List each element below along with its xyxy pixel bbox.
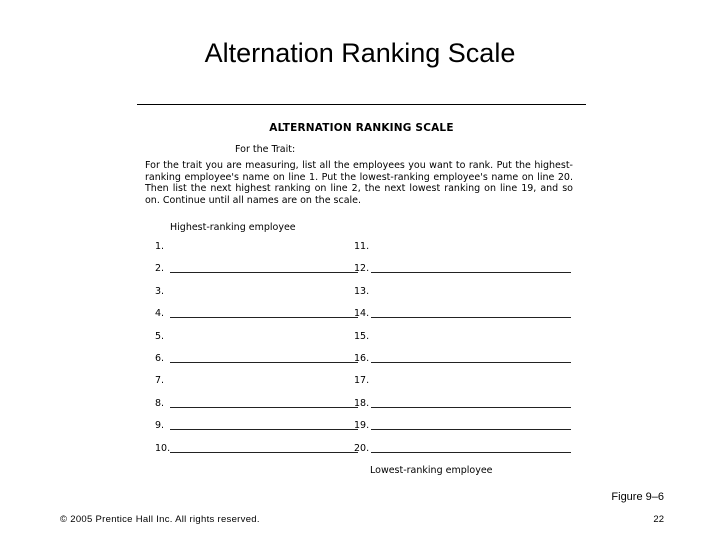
- line-number: 6.: [155, 353, 165, 364]
- line-number: 17.: [354, 375, 370, 387]
- ranking-line-right: [354, 240, 584, 252]
- line-number: 15.: [354, 330, 370, 342]
- ranking-line-right: [354, 262, 584, 274]
- ranking-line-left: [155, 262, 385, 274]
- ranking-line-right: [354, 307, 584, 319]
- line-number: 16.: [354, 353, 370, 364]
- line-number: 5.: [155, 330, 165, 342]
- line-number: 3.: [155, 285, 165, 297]
- name-blank[interactable]: [170, 272, 358, 273]
- ranking-line-left: [155, 419, 385, 431]
- slide-title: Alternation Ranking Scale: [204, 38, 516, 68]
- name-blank[interactable]: [371, 272, 571, 273]
- page-number: 22: [653, 514, 664, 525]
- line-number: 1.: [155, 241, 165, 252]
- ranking-line-right: [354, 419, 584, 431]
- name-blank[interactable]: [371, 407, 571, 408]
- ranking-line-right: [354, 442, 584, 454]
- instructions-text: For the trait you are measuring, list all the employees you want to rank. Put the highest-ranking employee's name on line 1. Put the lowest-ranking employee's name on line 20. Then list the next highest ranking on line 2, the next lowest ranking on line 19, and so on. Continue until all names are on the scale.: [145, 160, 573, 206]
- line-number: 12.: [354, 263, 370, 275]
- ranking-line-left: [155, 307, 385, 319]
- ranking-line-left: [155, 330, 385, 342]
- line-number: 2.: [155, 263, 165, 275]
- line-number: 14.: [354, 308, 370, 320]
- ranking-scale-form: [137, 104, 586, 484]
- ranking-line-right: [354, 352, 584, 364]
- line-number: 7.: [155, 375, 165, 387]
- line-number: 20.: [354, 442, 370, 454]
- name-blank[interactable]: [170, 362, 358, 363]
- form-title: ALTERNATION RANKING SCALE: [269, 122, 454, 134]
- line-number: 10.: [155, 442, 171, 454]
- ranking-line-right: [354, 285, 584, 297]
- copyright-notice: © 2005 Prentice Hall Inc. All rights reserved.: [60, 514, 260, 525]
- name-blank[interactable]: [170, 452, 358, 453]
- line-number: 13.: [354, 285, 370, 297]
- figure-caption: Figure 9–6: [611, 491, 664, 503]
- ranking-line-left: [155, 397, 385, 409]
- lowest-ranking-label: Lowest-ranking employee: [370, 465, 493, 476]
- line-number: 8.: [155, 397, 165, 409]
- line-number: 9.: [155, 420, 165, 432]
- top-rule: [137, 104, 586, 105]
- line-number: 4.: [155, 308, 165, 320]
- ranking-line-left: [155, 352, 385, 364]
- name-blank[interactable]: [371, 452, 571, 453]
- highest-ranking-label: Highest-ranking employee: [170, 222, 296, 233]
- ranking-line-right: [354, 374, 584, 386]
- ranking-line-left: [155, 374, 385, 386]
- name-blank[interactable]: [371, 317, 571, 318]
- name-blank[interactable]: [170, 429, 358, 430]
- line-number: 11.: [354, 241, 370, 252]
- ranking-line-left: [155, 240, 385, 252]
- ranking-line-right: [354, 397, 584, 409]
- ranking-line-left: [155, 442, 385, 454]
- line-number: 18.: [354, 397, 370, 409]
- ranking-line-right: [354, 330, 584, 342]
- ranking-line-left: [155, 285, 385, 297]
- name-blank[interactable]: [170, 407, 358, 408]
- name-blank[interactable]: [170, 317, 358, 318]
- name-blank[interactable]: [371, 429, 571, 430]
- name-blank[interactable]: [371, 362, 571, 363]
- trait-label: For the Trait:: [235, 144, 296, 155]
- line-number: 19.: [354, 420, 370, 432]
